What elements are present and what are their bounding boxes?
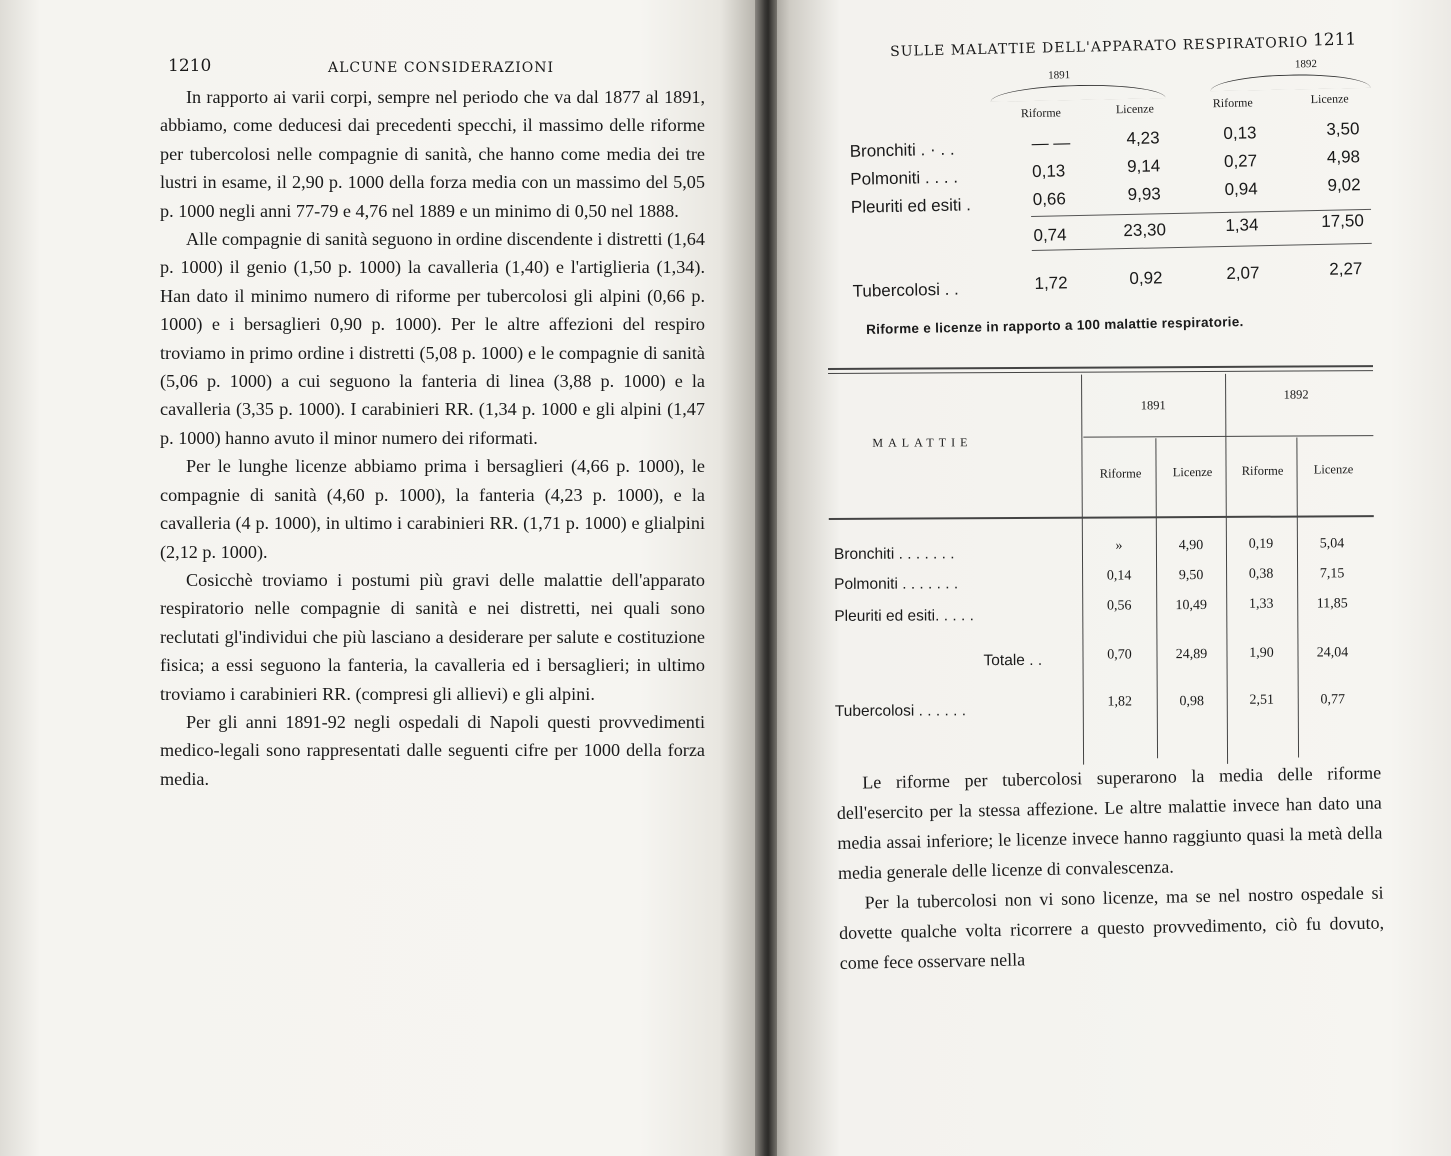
cell: 1,82 [1107,694,1133,710]
table-caption: Riforme e licenze in rapporto a 100 malattie respiratorie. [866,314,1244,337]
header: Licenze [1313,462,1354,477]
paragraph: Le riforme per tubercolosi superarono la media delle riforme dell'esercito per la stessa affezione. Le altre malattie invece han dato una media assai inferiore; le licenze invece hanno raggiunto quasi la metà della media generale delle licenze di convalescenza. [836,762,1383,883]
page-number-right: 1211 [1312,29,1357,51]
cell: 1,72 [1034,273,1068,293]
row-label: Tubercolosi . . . . . . [834,702,967,720]
total-cell: 1,90 [1249,645,1274,661]
subtotal-cell: 23,30 [1123,220,1167,241]
left-body-text [160,83,705,793]
paragraph: Per la tubercolosi non vi sono licenze, ma se nel nostro ospedale si dovette qualche volta ricorrere a questo provvedimento, ciò fu dovuto, come fece osservare nella [838,882,1385,973]
row-label: Polmoniti . . . . [850,167,959,189]
rule [1032,243,1372,251]
cell: 7,15 [1319,566,1345,582]
cell: 0,14 [1106,568,1132,584]
cell: 0,38 [1248,566,1274,582]
year-1892: 1892 [1283,387,1309,402]
subtotal-cell: 1,34 [1225,215,1259,235]
cell: 4,98 [1326,147,1361,167]
right-body-text [836,758,1385,978]
cell: 0,13 [1031,161,1066,181]
cell: 9,02 [1327,175,1361,195]
year-1891: 1891 [1140,398,1166,413]
cell: — — [1031,133,1071,154]
cell: 9,93 [1127,184,1161,205]
cell: 0,94 [1224,179,1258,199]
total-cell: 24,89 [1175,647,1208,663]
paragraph: In rapporto ai varii corpi, sempre nel periodo che va dal 1877 al 1891, abbiamo, come deducesi dai precedenti specchi, il massimo delle riforme per tubercolosi nelle compagnie di sanità, che hanno come media dei tre lustri in esame, il 2,90 p. 1000 della forza media con un massimo del 5,05 p. 1000 negli anni 77-79 e 4,76 nel 1889 e un minimo di 0,50 nel 1888. [160,87,705,221]
table-1 [840,59,1375,310]
paragraph: Cosicchè troviamo i postumi più gravi delle malattie dell'apparato respiratorio nelle compagnie di sanità e nei distretti, nei quali sono reclutati gl'individui che più lasciano a desiderare per salute e costituzione fisica; a essi seguono la fanteria, la cavalleria ed i bersaglieri; in ultimo troviamo i carabinieri RR. (compresi gli allievi) e gli alpini. [160,569,705,704]
book-gutter [755,0,777,1156]
row-label: Bronchiti . · . . [849,139,955,161]
year-1892: 1892 [1294,58,1318,71]
rule [828,370,1373,374]
rule [1031,209,1371,217]
year-1891: 1891 [1048,69,1071,82]
cell: 9,50 [1178,568,1204,584]
cell: 2,51 [1249,692,1275,708]
total-cell: 0,70 [1107,647,1132,663]
cell: 5,04 [1319,536,1345,552]
brace-1891 [990,83,1165,102]
cell: 1,33 [1248,596,1274,612]
row-label: Tubercolosi . . [852,279,959,301]
page-number-left: 1210 [168,56,212,76]
row-label: Pleuriti ed esiti . [850,195,972,217]
cell: » [1115,538,1123,554]
cell: 0,56 [1106,598,1132,614]
cell: 11,85 [1316,596,1348,612]
cell: 0,92 [1129,268,1163,288]
paragraph: Per le lunghe licenze abbiamo prima i bersaglieri (4,66 p. 1000), le compagnie di sanità (4,60 p. 1000), la fanteria (4,23 p. 1000), e la cavalleria (4 p. 1000), in ultimo i carabinieri RR. (1,71 p. 1000) e glialpini (2,12 p. 1000). [160,456,705,562]
paragraph: Per gli anni 1891-92 negli ospedali di Napoli questi provvedimenti medico-legali sono rappresentati dalle seguenti cifre per 1000 della forza media. [160,711,705,789]
cell: 0,13 [1223,123,1257,143]
rule [1083,435,1373,438]
cell: 10,49 [1175,598,1208,614]
cell: 2,07 [1226,263,1260,283]
paragraph: Alle compagnie di sanità seguono in ordine discendente i distretti (1,64 p. 1000) il genio (1,50 p. 1000) la cavalleria (1,40) e l'artiglieria (1,34). Han dato il minimo numero di riforme per tubercolosi gli alpini (0,66 p. 1000) e i bersaglieri 0,90 p. 1000). Per le altre affezioni del respiro troviamo in primo ordine i distretti (5,08 p. 1000) e le compagnie di sanità (5,06 p. 1000) a cui seguono la fanteria di linea (3,88 p. 1000) e la cavalleria (3,35 p. 1000). I carabinieri RR. (1,34 p. 1000 e gli alpini (1,47 p. 1000) hanno avuto il minor numero dei riformati. [160,229,705,448]
cell: 0,27 [1223,151,1258,171]
rule [829,515,1374,520]
running-head-right: SULLE MALATTIE DELL'APPARATO RESPIRATORIO [890,34,1309,60]
cell: 4,90 [1178,538,1204,554]
header: Riforme [1020,105,1062,121]
cell: 0,19 [1248,536,1274,552]
cell: 0,66 [1032,189,1067,209]
table-2 [828,365,1375,768]
running-head-left: ALCUNE CONSIDERAZIONI [328,60,555,76]
cell: 3,50 [1326,119,1360,139]
row-label: Pleuriti ed esiti. . . . . [834,607,974,625]
row-label: Polmoniti . . . . . . . [834,575,959,593]
header: Riforme [1241,463,1284,478]
header: Licenze [1115,101,1154,117]
cell: 0,77 [1320,692,1346,708]
subtotal-cell: 17,50 [1321,211,1365,231]
total-cell: 24,04 [1316,645,1349,661]
cell: 0,98 [1179,694,1205,710]
stub-header: MALATTIE [872,435,973,450]
header: Riforme [1099,466,1142,481]
cell: 9,14 [1126,156,1161,177]
header: Licenze [1172,464,1213,480]
header: Licenze [1310,91,1349,107]
header: Riforme [1212,95,1253,111]
row-label: Totale . . [983,651,1043,670]
subtotal-cell: 0,74 [1033,225,1067,245]
brace-1892 [1210,73,1370,91]
cell: 2,27 [1329,259,1363,279]
row-label: Bronchiti . . . . . . . [833,545,955,563]
cell: 4,23 [1126,128,1160,149]
